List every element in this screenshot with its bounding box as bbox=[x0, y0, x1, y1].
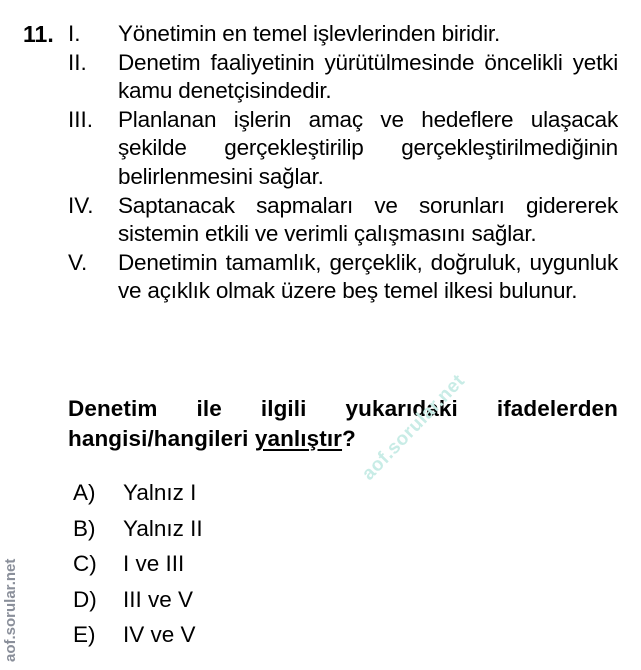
option-c[interactable] bbox=[73, 546, 203, 582]
option-letter: E) bbox=[73, 622, 96, 647]
answer-options bbox=[73, 475, 203, 653]
prompt-end: ? bbox=[342, 426, 356, 451]
prompt-text: Denetim ile ilgili yukarıdaki ifadelerden hangisi/hangileri bbox=[68, 396, 618, 451]
option-letter: C) bbox=[73, 551, 97, 576]
statement-item bbox=[68, 192, 618, 249]
statement-numeral: III. bbox=[68, 106, 94, 132]
statement-text: Denetimin tamamlık, gerçeklik, doğruluk, uygunluk ve açıklık olmak üzere beş temel ilkesi bulunur. bbox=[118, 249, 618, 304]
statement-item bbox=[68, 20, 618, 49]
option-d[interactable] bbox=[73, 582, 203, 618]
statement-list bbox=[68, 20, 618, 306]
option-text: I ve III bbox=[123, 551, 185, 576]
statement-item bbox=[68, 249, 618, 306]
option-text: IV ve V bbox=[123, 622, 196, 647]
side-watermark: aof.sorular.net bbox=[2, 558, 19, 662]
statement-numeral: I. bbox=[68, 21, 81, 46]
option-a[interactable] bbox=[73, 475, 203, 511]
option-letter: A) bbox=[73, 480, 96, 505]
prompt-emphasis: yanlıştır bbox=[254, 426, 343, 451]
statement-text: Yönetimin en temel işlevlerinden biridir. bbox=[118, 21, 500, 46]
diagonal-watermark: aof.sorular.net bbox=[358, 370, 470, 485]
statement-text: Denetim faaliyetinin yürütülmesinde öncelikli yetki kamu denetçisindedir. bbox=[118, 49, 618, 104]
option-b[interactable] bbox=[73, 511, 203, 547]
question-number: 11. bbox=[23, 21, 54, 47]
statement-text: Saptanacak sapmaları ve sorunları gidererek sistemin etkili ve verimli çalışmasını sağlar. bbox=[118, 192, 618, 247]
statement-item bbox=[68, 106, 618, 192]
statement-item bbox=[68, 49, 618, 106]
option-letter: D) bbox=[73, 586, 97, 612]
option-text: III ve V bbox=[123, 586, 194, 612]
question-prompt bbox=[68, 394, 618, 454]
option-text: Yalnız I bbox=[123, 480, 197, 505]
statement-text: Planlanan işlerin amaç ve hedeflere ulaşacak şekilde gerçekleştirilip gerçekleştirilmediğinin belirlenmesini sağlar. bbox=[118, 106, 618, 189]
option-letter: B) bbox=[73, 515, 96, 541]
statement-numeral: IV. bbox=[68, 192, 94, 218]
statement-numeral: V. bbox=[68, 249, 88, 275]
option-e[interactable] bbox=[73, 617, 203, 653]
statement-numeral: II. bbox=[68, 49, 87, 75]
option-text: Yalnız II bbox=[123, 515, 203, 541]
